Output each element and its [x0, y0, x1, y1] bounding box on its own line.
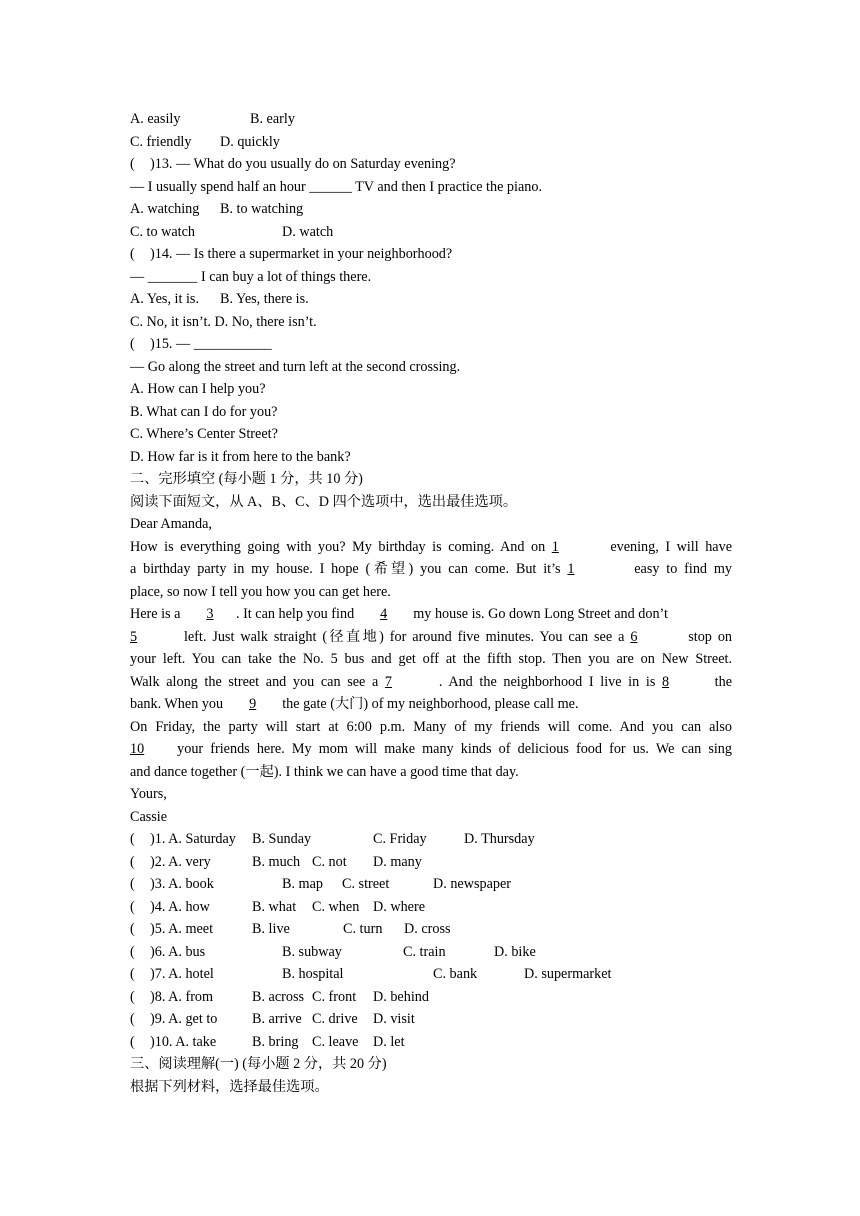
section-2-heading: 二、完形填空 (每小题 1 分，共 10 分) [130, 471, 363, 487]
q13-options-row-1 [130, 198, 732, 221]
option-d: D. newspaper [433, 876, 512, 892]
option-b: B. hospital [282, 966, 344, 982]
passage-line-3: place, so now I tell you how you can get here. [130, 583, 391, 600]
option-b: B. what [252, 898, 297, 915]
option-b: B. early [250, 111, 295, 127]
answer-paren: ( [130, 921, 135, 937]
option-c: C. drive [312, 1011, 358, 1027]
option-b: B. map [282, 876, 323, 892]
option-c: C. leave [312, 1033, 359, 1050]
option-b: B. arrive [252, 1011, 302, 1027]
option-b: B. much [252, 853, 301, 870]
blank-3: 3 [206, 606, 214, 622]
cloze-option-row [130, 918, 732, 941]
passage-text: easy to find my [634, 561, 732, 577]
option-a: A. watching [130, 201, 200, 217]
passage-text: my house is. Go down Long Street and don’t [413, 606, 668, 622]
passage-text: stop on [688, 628, 733, 645]
cloze-option-row [130, 1008, 732, 1031]
passage-line-5 [130, 626, 732, 649]
passage-text: your friends here. My mom will make many kinds of delicious food for us. We can sing [177, 741, 732, 757]
passage-line-11: and dance together (一起). I think we can have a good time that day. [130, 763, 519, 780]
option-a: )6. A. bus [150, 943, 206, 960]
letter-closing: Yours, [130, 786, 167, 802]
q15-option-b: B. What can I do for you? [130, 403, 278, 420]
answer-paren: ( [130, 156, 135, 172]
option-c: C. train [403, 943, 446, 960]
answer-paren: ( [130, 876, 135, 892]
blank-9: 9 [249, 696, 257, 712]
blank-2: 1 [567, 561, 575, 577]
passage-text: the [714, 673, 732, 690]
cloze-option-row [130, 896, 732, 919]
passage-text: left. Just walk straight (径直地) for around five minutes. You can see a [183, 628, 625, 645]
option-b: B. to watching [220, 201, 304, 217]
q15-reply: — Go along the street and turn left at the second crossing. [130, 358, 461, 375]
blank-7: 7 [384, 673, 393, 690]
q14-reply: — _______ I can buy a lot of things there. [130, 268, 372, 285]
option-c: C. not [312, 853, 347, 870]
cloze-option-row [130, 986, 732, 1009]
passage-text: Here is a [130, 606, 181, 622]
blank-1: 1 [551, 538, 559, 555]
passage-text: Walk along the street and you can see a [130, 673, 379, 690]
option-b: B. across [252, 988, 305, 1005]
option-b: B. Sunday [252, 831, 312, 847]
section-2-instruction: 阅读下面短文，从 A、B、C、D 四个选项中，选出最佳选项。 [130, 493, 518, 510]
answer-paren: ( [130, 1033, 135, 1050]
passage-line-10 [130, 738, 732, 761]
option-c: C. friendly [130, 133, 192, 150]
q13-stem [130, 153, 732, 176]
option-d: D. cross [404, 921, 451, 937]
q12-options-row-1 [130, 108, 732, 131]
answer-paren: ( [130, 1011, 135, 1027]
passage-line-8 [130, 693, 732, 716]
letter-signature: Cassie [130, 808, 168, 825]
option-d: D. bike [494, 943, 536, 960]
passage-text: . And the neighborhood I live in is [438, 673, 656, 690]
passage-text: a birthday party in my house. I hope (希望) you can come. But it’s [130, 561, 561, 577]
blank-10: 10 [130, 741, 145, 757]
blank-4: 4 [380, 606, 388, 622]
q14-stem [130, 243, 732, 266]
option-d: D. Thursday [464, 831, 535, 847]
q13-reply: — I usually spend half an hour ______ TV and then I practice the piano. [130, 178, 542, 195]
q15-option-a: A. How can I help you? [130, 381, 266, 397]
option-b: B. live [252, 921, 290, 937]
answer-paren: ( [130, 336, 135, 352]
option-a: A. easily [130, 111, 181, 127]
option-a: )5. A. meet [150, 921, 214, 937]
passage-text: evening, I will have [610, 538, 732, 555]
option-a: )10. A. take [150, 1033, 217, 1050]
answer-paren: ( [130, 246, 135, 262]
q14-options-row-1 [130, 288, 732, 311]
cloze-option-row [130, 873, 732, 896]
q15-stem [130, 333, 732, 356]
option-d: D. watch [282, 223, 334, 240]
option-d: D. many [373, 853, 422, 870]
cloze-options-list [130, 828, 732, 1053]
cloze-option-row [130, 1031, 732, 1054]
passage-line-2 [130, 558, 732, 581]
passage-text: the gate (大门) of my neighborhood, please call me. [282, 696, 579, 712]
question-text: )14. — Is there a supermarket in your neighborhood? [150, 246, 453, 262]
q15-option-d: D. How far is it from here to the bank? [130, 448, 351, 465]
option-c: C. turn [343, 921, 383, 937]
passage-line-4 [130, 603, 732, 626]
passage-line-9: On Friday, the party will start at 6:00 p.m. Many of my friends will come. And you can also [130, 718, 732, 735]
option-a: )2. A. very [150, 853, 211, 870]
option-d: D. where [373, 898, 425, 915]
option-d: D. supermarket [524, 966, 612, 982]
option-d: D. let [373, 1033, 405, 1050]
q14-options-row-2: C. No, it isn’t. D. No, there isn’t. [130, 313, 317, 330]
letter-greeting: Dear Amanda, [130, 516, 212, 532]
answer-paren: ( [130, 853, 135, 870]
blank-8: 8 [662, 673, 670, 690]
cloze-option-row [130, 941, 732, 964]
passage-text: How is everything going with you? My birthday is coming. And on [130, 538, 546, 555]
passage-text: bank. When you [130, 696, 224, 712]
cloze-option-row [130, 828, 732, 851]
answer-paren: ( [130, 831, 135, 847]
option-c: C. front [312, 988, 357, 1005]
question-text: )15. — ___________ [150, 336, 272, 352]
q12-options-row-2 [130, 131, 732, 154]
option-c: C. to watch [130, 223, 196, 240]
option-c: C. when [312, 898, 360, 915]
option-c: C. bank [433, 966, 478, 982]
answer-paren: ( [130, 898, 135, 915]
q15-option-c: C. Where’s Center Street? [130, 426, 278, 442]
option-c: C. street [342, 876, 390, 892]
option-d: D. visit [373, 1011, 415, 1027]
answer-paren: ( [130, 943, 135, 960]
document-page [130, 108, 732, 1098]
option-b: B. Yes, there is. [220, 291, 309, 307]
passage-line-6: your left. You can take the No. 5 bus and get off at the fifth stop. Then you are on New Street. [130, 651, 732, 667]
option-a: )8. A. from [150, 988, 214, 1005]
passage-line-7 [130, 671, 732, 694]
blank-5: 5 [130, 628, 138, 645]
cloze-option-row [130, 963, 732, 986]
answer-paren: ( [130, 988, 135, 1005]
q13-options-row-2 [130, 221, 732, 244]
option-c: C. Friday [373, 831, 427, 847]
passage-line-1 [130, 536, 732, 559]
cloze-option-row [130, 851, 732, 874]
blank-6: 6 [630, 628, 638, 645]
option-d: D. behind [373, 988, 429, 1005]
option-a: A. Yes, it is. [130, 291, 199, 307]
option-a: )9. A. get to [150, 1011, 218, 1027]
answer-paren: ( [130, 966, 135, 982]
section-3-heading: 三、阅读理解(一) (每小题 2 分，共 20 分) [130, 1056, 387, 1072]
question-text: )13. — What do you usually do on Saturday evening? [150, 156, 456, 172]
section-3-instruction: 根据下列材料，选择最佳选项。 [130, 1078, 329, 1095]
option-d: D. quickly [220, 133, 280, 150]
option-b: B. subway [282, 943, 342, 960]
option-a: )1. A. Saturday [150, 831, 236, 847]
passage-text: . It can help you find [235, 606, 355, 622]
option-a: )7. A. hotel [150, 966, 214, 982]
option-a: )3. A. book [150, 876, 214, 892]
option-a: )4. A. how [150, 898, 210, 915]
option-b: B. bring [252, 1033, 299, 1050]
